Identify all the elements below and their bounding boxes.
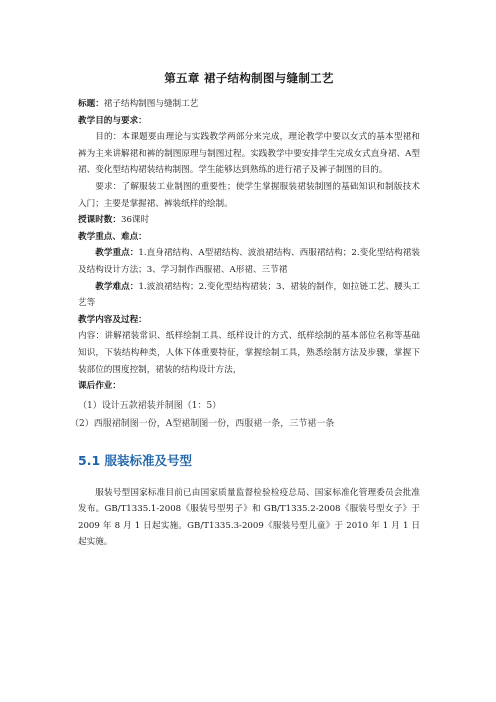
subject-label: 标题：	[78, 99, 104, 109]
focus-label: 教学重点：	[95, 248, 139, 259]
homework-heading: 课后作业：	[78, 381, 121, 392]
difficulty-text: 1.波浪裙结构；2.变化型结构裙装；3、裙装的制作，如拉链工艺、腰头工艺等	[78, 281, 420, 309]
chapter-title: 第五章 裙子结构制图与缝制工艺	[164, 71, 334, 85]
subject-line	[78, 96, 420, 113]
focus-paragraph	[78, 245, 420, 278]
difficulty-paragraph	[78, 279, 420, 312]
hours-line	[78, 212, 420, 229]
content-text: 讲解裙装常识、纸样绘制工具、纸样设计的方式、纸样绘制的基本部位名称等基础知识，下装结构种类，人体下体重要特征，掌握绘制工具，熟悉绘制方法及步骤，掌握下装部位的围度控制，裙装的结构设计方法，	[78, 331, 420, 375]
section-body: 服装号型国家标准目前已由国家质量监督检验检疫总局、国家标准化管理委员会批准发布。GB/T1335.1-2008《服装号型男子》和 GB/T1335.2-2008《服装号型女子》于 2009 年 8 月 1 日起实施。GB/T1335.3-2009《服装号型儿童》于 2010 年 1 月 1 日起实施。	[78, 487, 420, 548]
objectives-paragraph-1: 目的：本课题要由理论与实践教学两部分来完成，理论教学中要以女式的基本型裙和裤为主来讲解裙和裤的制图原理与制图过程。实践教学中要安排学生完成女式直身裙、A型裙、变化型结构裙装结构制图。学生能够达到熟练的进行裙子及裤子制图的目的。	[78, 132, 420, 176]
section-title: 5.1 服装标准及号型	[78, 452, 192, 468]
objectives-paragraph-2: 要求：了解服装工业制图的重要性；使学生掌握服装裙装制图的基础知识和制版技术入门；主要是掌握裙、裤装纸样的绘制。	[78, 181, 420, 209]
homework-item-2: （2）西服裙制图一份，A型裙制图一份，西服裙一条，三节裙一条	[70, 418, 335, 429]
content-heading: 教学内容及过程：	[78, 314, 147, 325]
objectives-heading: 教学目的与要求：	[78, 115, 147, 126]
document-content	[70, 70, 420, 551]
focus-text: 1.直身裙结构、A型裙结构、波浪裙结构、西服裙结构；2.变化型结构裙装及结构设计方法；3、学习制作西服裙、A形裙、三节裙	[78, 248, 420, 275]
content-paragraph	[78, 328, 420, 378]
key-points-heading: 教学重点、难点：	[78, 231, 147, 242]
subject-text: 裙子结构制图与缝制工艺	[103, 99, 199, 109]
difficulty-label: 教学难点：	[95, 281, 139, 292]
hours-text: 36课时	[120, 215, 150, 226]
hours-label: 授课时数：	[78, 215, 121, 226]
content-label: 内容：	[78, 331, 105, 342]
homework-item-1: （1）设计五款裙装并制图（1：5）	[78, 400, 222, 411]
